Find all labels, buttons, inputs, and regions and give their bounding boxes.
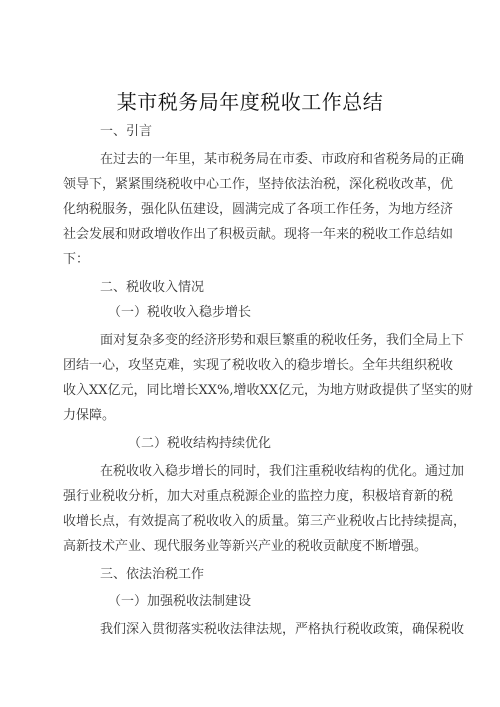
paragraph-line: （一）加强税收法制建设: [108, 594, 252, 609]
paragraph-line: 在过去的一年里，某市税务局在市委、市政府和省税务局的正确: [100, 152, 465, 167]
paragraph-line: 强行业税收分析，加大对重点税源企业的监控力度，积极培育新的税: [63, 489, 454, 504]
paragraph-line: 一、引言: [100, 124, 153, 139]
paragraph-line: 收入XX亿元，同比增长XX%,增收XX亿元，为地方财政提供了坚实的财: [63, 383, 474, 398]
paragraph-line: （一）税收收入稳步增长: [108, 305, 252, 320]
document-title: 某市税务局年度税收工作总结: [116, 90, 384, 114]
paragraph-line: （二）税收结构持续优化: [128, 436, 272, 451]
paragraph-line: 在税收收入稳步增长的同时，我们注重税收结构的优化。通过加: [100, 464, 465, 479]
paragraph-line: 社会发展和财政增收作出了积极贡献。现将一年来的税收工作总结如: [63, 227, 454, 242]
paragraph-line: 我们深入贯彻落实税收法律法规，严格执行税收政策，确保税收: [100, 622, 465, 637]
paragraph-line: 下：: [63, 252, 90, 267]
paragraph-line: 三、依法治税工作: [100, 567, 205, 582]
paragraph-line: 团结一心，攻坚克难，实现了税收收入的稳步增长。全年共组织税收: [63, 358, 454, 373]
paragraph-line: 力保障。: [63, 408, 116, 423]
paragraph-line: 化纳税服务，强化队伍建设，圆满完成了各项工作任务，为地方经济: [63, 202, 454, 217]
paragraph-line: 收增长点，有效提高了税收收入的质量。第三产业税收占比持续提高，: [63, 514, 467, 529]
paragraph-line: 二、税收收入情况: [100, 280, 205, 295]
paragraph-line: 面对复杂多变的经济形势和艰巨繁重的税收任务，我们全局上下: [100, 333, 465, 348]
paragraph-line: 高新技术产业、现代服务业等新兴产业的税收贡献度不断增强。: [63, 539, 428, 554]
paragraph-line: 领导下，紧紧围绕税收中心工作，坚持依法治税，深化税收改革，优: [63, 177, 454, 192]
